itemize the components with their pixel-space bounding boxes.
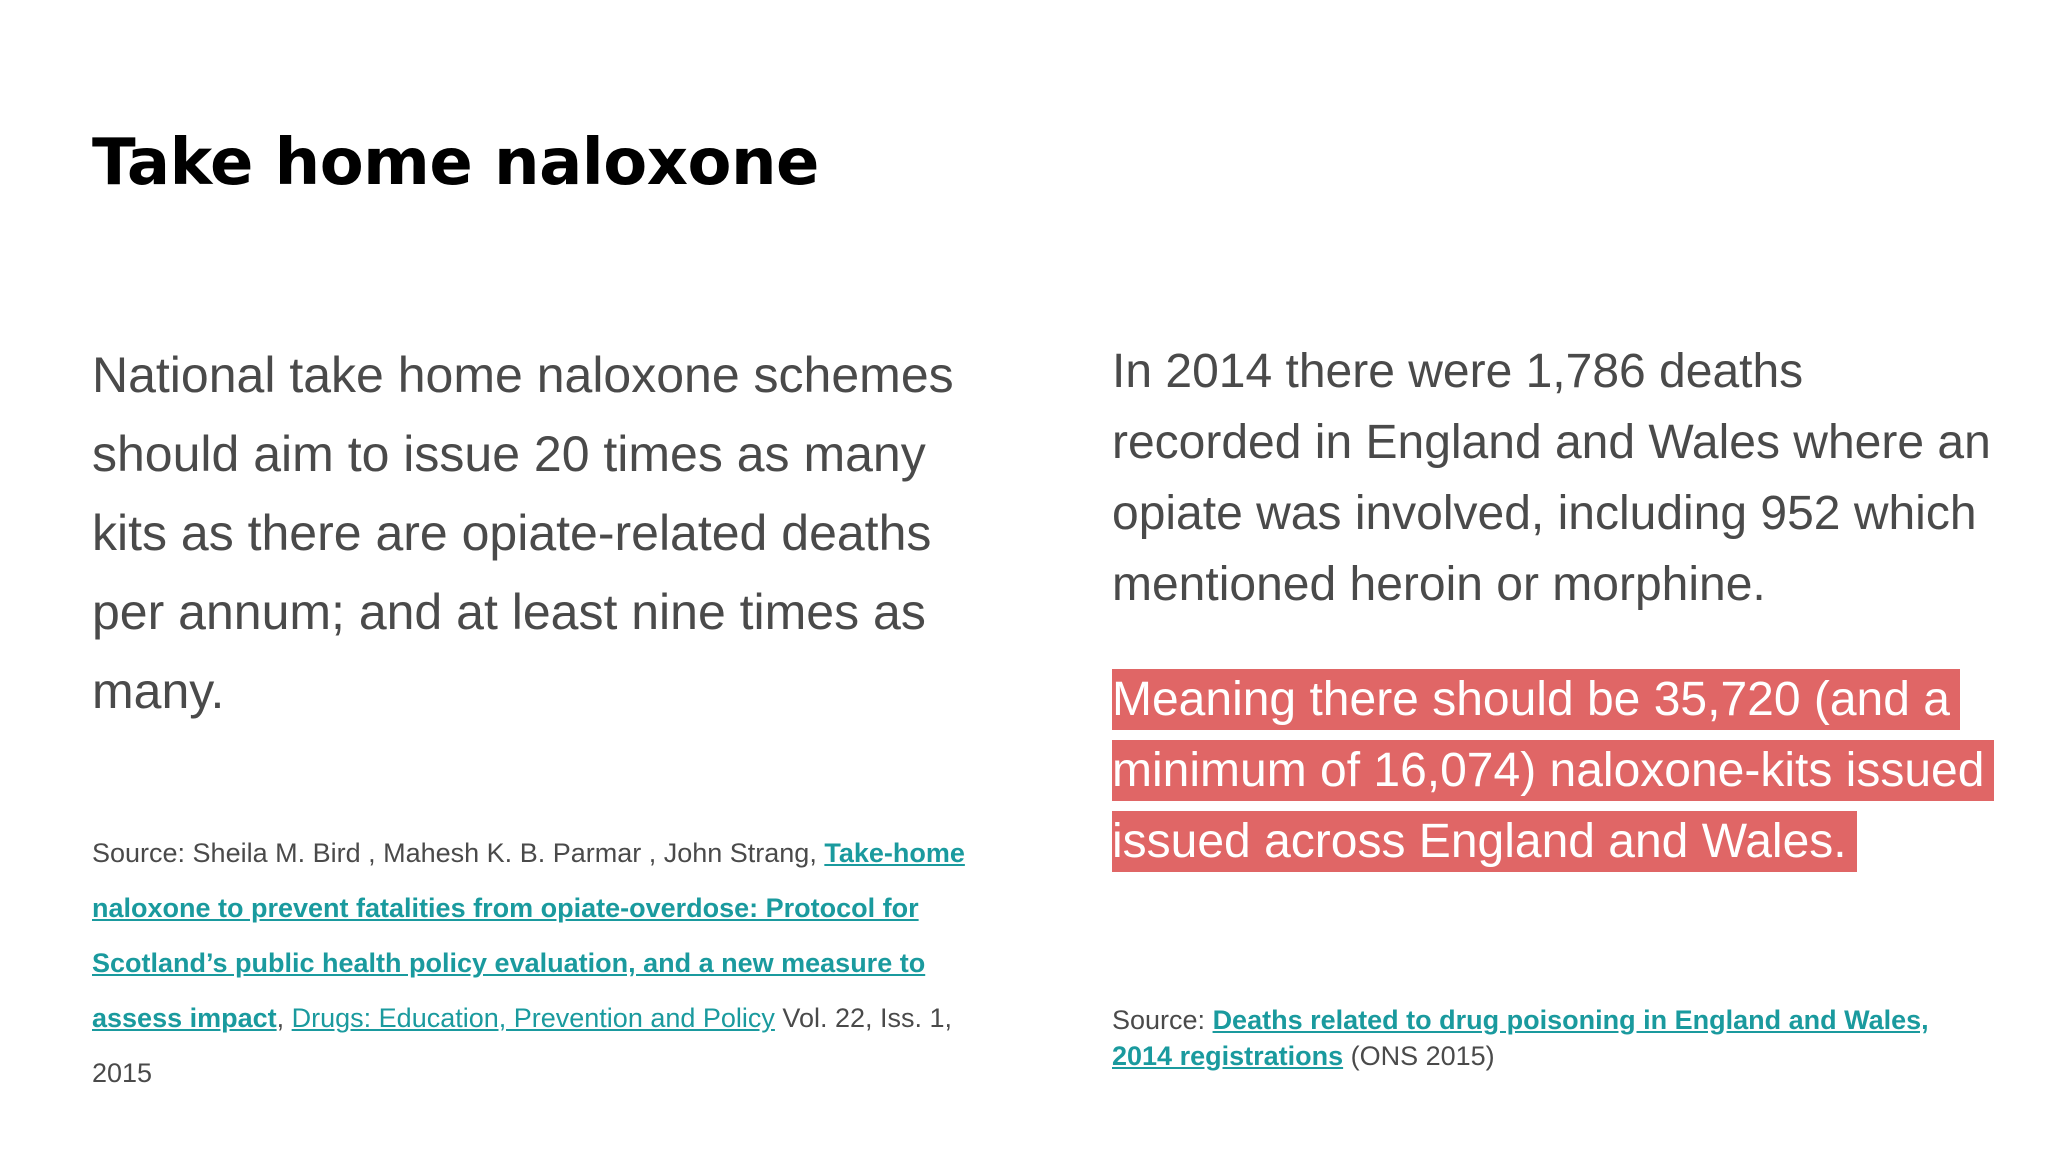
left-column (92, 336, 972, 731)
right-column (1112, 336, 1992, 877)
left-source-prefix: Source: Sheila M. Bird , Mahesh K. B. Parmar , John Strang, (92, 838, 825, 868)
left-lead-text: National take home naloxone schemes should aim to issue 20 times as many kits as there are opiate-related deaths per annum; and at least nine times as many. (92, 347, 954, 719)
highlighted-text: Meaning there should be 35,720 (and a minimum of 16,074) naloxone-kits issued issued across England and Wales. (1112, 669, 1994, 872)
journal-link[interactable]: Drugs: Education, Prevention and Policy (291, 1003, 775, 1033)
slide-title: Take home naloxone (92, 126, 819, 200)
left-source-separator: , (276, 1003, 292, 1033)
highlight-block (1112, 664, 1992, 877)
right-source-citation (1112, 1002, 1992, 1074)
ons-report-link[interactable]: Deaths related to drug poisoning in England and Wales, 2014 registrations (1112, 1005, 1929, 1071)
right-lead-text: In 2014 there were 1,786 deaths recorded in England and Wales where an opiate was involved, including 952 which mentioned heroin or morphine. (1112, 345, 1991, 611)
article-link[interactable]: Take-home naloxone to prevent fatalities from opiate-overdose: Protocol for Scotland’s public health policy evaluation, and a new measure to assess impact (92, 838, 965, 1033)
right-source-prefix: Source: (1112, 1005, 1213, 1035)
left-source-citation (92, 826, 972, 1101)
right-source-suffix: (ONS 2015) (1343, 1041, 1495, 1071)
left-source-suffix: Vol. 22, Iss. 1, 2015 (92, 1003, 953, 1088)
